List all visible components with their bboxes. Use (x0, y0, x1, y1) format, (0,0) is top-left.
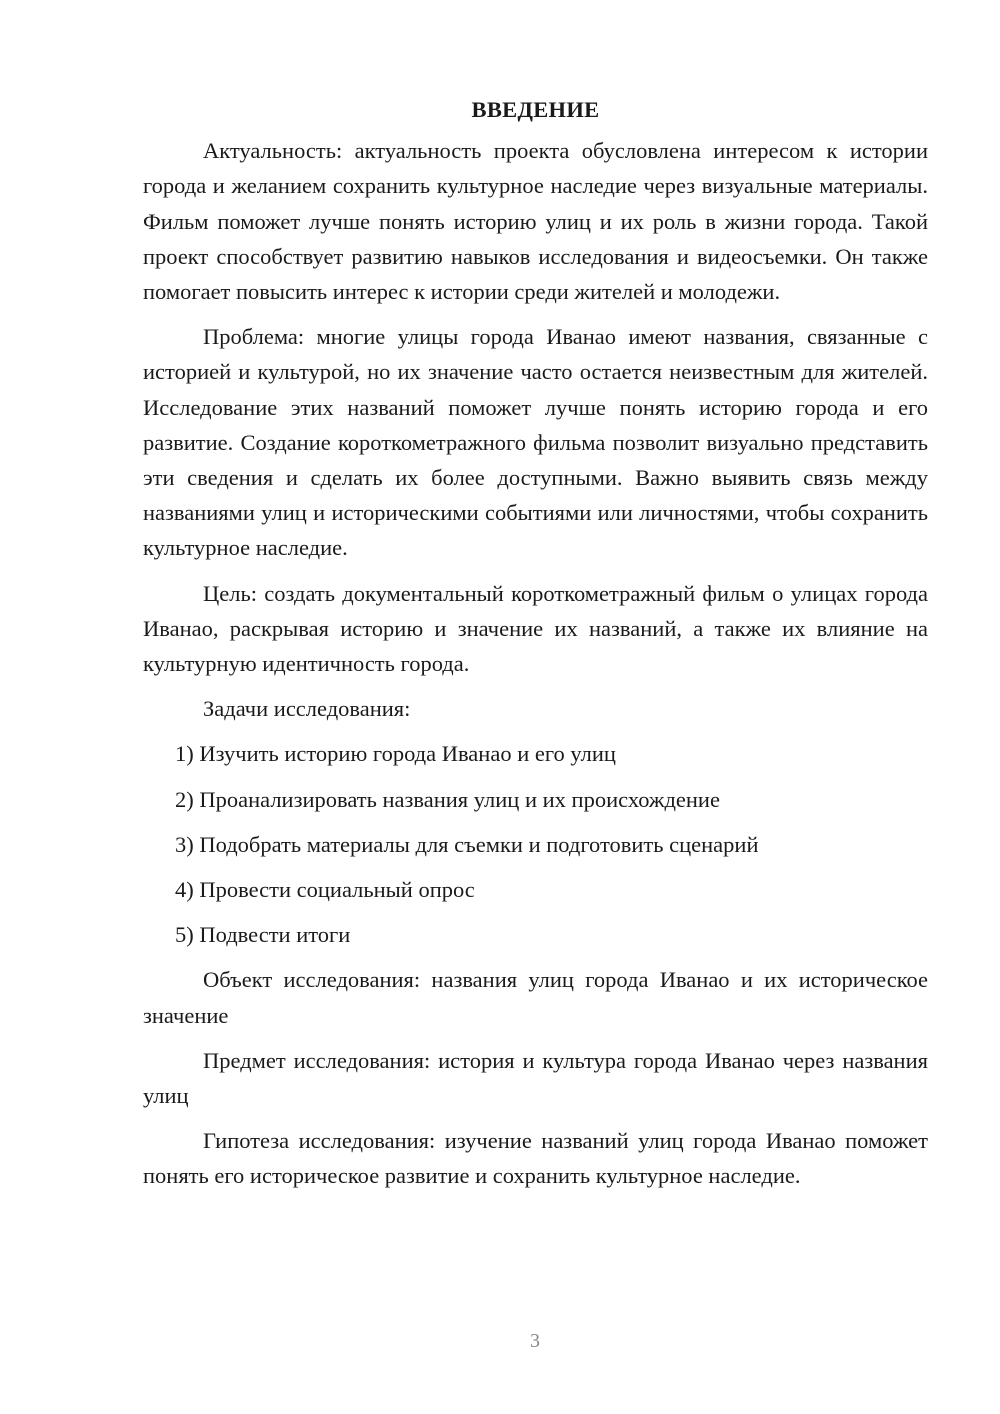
tasks-heading: Задачи исследования: (203, 696, 411, 722)
page-number: 3 (530, 1330, 540, 1352)
goal-paragraph: Цель: создать документальный короткометражный фильм о улицах города Иванао, раскрывая историю и значение их названий, а также их влияние на культурную идентичность города. (143, 580, 928, 677)
relevance-paragraph: Актуальность: актуальность проекта обусловлена интересом к истории города и желанием сохранить культурное наследие через визуальные материалы. Фильм поможет лучше понять историю улиц и их роль в жизни города. Такой проект способствует развитию навыков исследования и видеосъемки. Он также помогает повысить интерес к истории среди жителей и молодежи. (143, 138, 928, 305)
document-page (143, 92, 928, 1204)
hypothesis-paragraph: Гипотеза исследования: изучение названий улиц города Иванао поможет понять его историческое развитие и сохранить культурное наследие. (143, 1128, 928, 1189)
task-item: 2) Проанализировать названия улиц и их происхождение (175, 786, 720, 812)
tasks-list (143, 736, 928, 952)
task-item: 4) Провести социальный опрос (175, 877, 475, 903)
subject-paragraph: Предмет исследования: история и культура города Иванао через названия улиц (143, 1047, 928, 1109)
page-title: ВВЕДЕНИЕ (471, 97, 600, 122)
task-item: 3) Подобрать материалы для съемки и подготовить сценарий (175, 831, 759, 857)
task-item: 5) Подвести итоги (175, 922, 351, 948)
problem-paragraph: Проблема: многие улицы города Иванао имеют названия, связанные с историей и культурой, но их значение часто остается неизвестным для жителей. Исследование этих названий поможет лучше понять историю города и его развитие. Создание короткометражного фильма позволит визуально представить эти сведения и сделать их более доступными. Важно выявить связь между названиями улиц и историческими событиями или личностями, чтобы сохранить культурное наследие. (143, 324, 928, 561)
task-item: 1) Изучить историю города Иванао и его улиц (175, 741, 616, 767)
object-paragraph: Объект исследования: названия улиц города Иванао и их историческое значение (143, 967, 928, 1028)
